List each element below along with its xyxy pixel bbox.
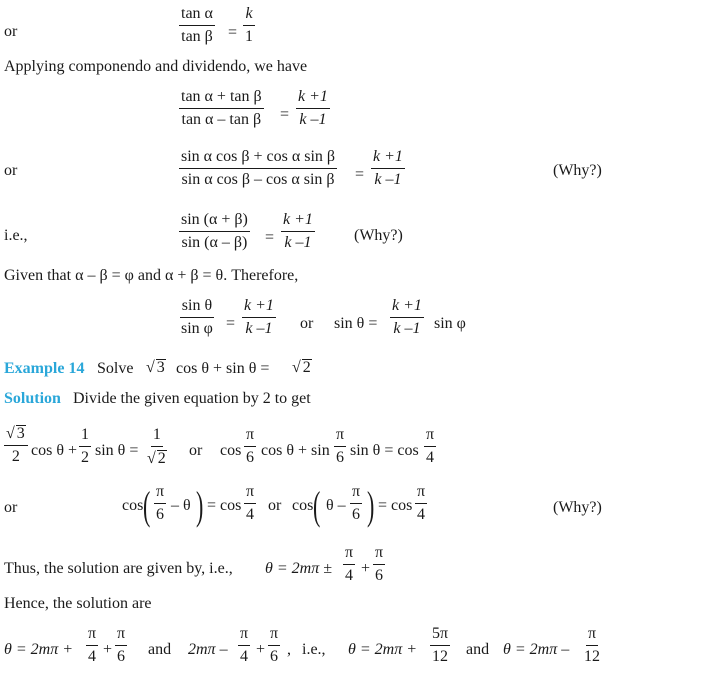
radicand: 2 xyxy=(302,359,311,376)
numerator: π xyxy=(86,626,98,646)
denominator: tan α – tan β xyxy=(181,111,262,128)
equals-cos: = cos xyxy=(207,497,242,514)
numerator: π xyxy=(373,545,385,565)
fraction-pi-over-6 xyxy=(373,545,385,584)
numerator: tan α xyxy=(179,6,215,26)
fraction-k-over-1 xyxy=(243,6,255,45)
denominator: 12 xyxy=(584,648,600,665)
denominator: 1 xyxy=(245,28,253,45)
fraction-pi-over-6 xyxy=(154,484,166,523)
numerator: sin (α + β) xyxy=(179,212,250,232)
plus-sign: + xyxy=(361,560,371,577)
numerator: tan α + tan β xyxy=(179,89,264,109)
numerator: sin θ xyxy=(180,298,214,318)
fraction-1-over-sqrt2 xyxy=(145,427,169,467)
denominator: 4 xyxy=(88,648,97,665)
example-label: Example 14 xyxy=(4,360,85,377)
numerator: π xyxy=(115,626,127,646)
denominator: k –1 xyxy=(245,320,273,337)
ie-label: i.e., xyxy=(4,227,28,244)
equals-sign: = xyxy=(265,229,275,246)
sqrt-two: √ 2 xyxy=(292,359,311,376)
numerator: π xyxy=(244,484,256,504)
numerator: π xyxy=(586,626,598,646)
numerator: k +1 xyxy=(242,298,276,318)
fraction-pi-over-4 xyxy=(244,484,256,523)
cos-theta-plus: cos θ + xyxy=(31,442,78,459)
fraction-1-over-2 xyxy=(79,427,91,466)
denominator: 6 xyxy=(156,506,165,523)
why-note: (Why?) xyxy=(553,499,602,516)
fraction-pi-over-12 xyxy=(582,626,602,665)
fraction-pi-over-4 xyxy=(415,484,427,523)
fraction-5pi-over-12 xyxy=(430,626,450,665)
numerator: π xyxy=(334,427,346,447)
example-equation: cos θ + sin θ = xyxy=(176,360,270,377)
fraction-k-ratio xyxy=(296,89,330,128)
equals-sign: = xyxy=(280,106,290,123)
numerator: k +1 xyxy=(371,149,405,169)
equals-sign: = xyxy=(355,166,365,183)
fraction-sqrt3-over-2 xyxy=(4,425,28,465)
denominator: k –1 xyxy=(284,234,312,251)
numerator: k +1 xyxy=(390,298,424,318)
solution-3-lhs: θ = 2mπ + xyxy=(348,641,418,658)
or-label: or xyxy=(4,23,18,40)
denominator: 2 xyxy=(81,449,89,466)
or-label: or xyxy=(189,442,203,459)
numerator: π xyxy=(343,545,355,565)
numerator: π xyxy=(238,626,250,646)
denominator: k –1 xyxy=(374,171,402,188)
numerator: 1 xyxy=(79,427,91,447)
numerator: π xyxy=(415,484,427,504)
sin-theta-equals-cos: sin θ = cos xyxy=(350,442,419,459)
or-label: or xyxy=(268,497,282,514)
equals-sign: = xyxy=(228,24,238,41)
cos-word: cos xyxy=(292,497,314,514)
numerator: k +1 xyxy=(296,89,330,109)
plus-sign: + xyxy=(256,641,266,658)
radicand: 2 xyxy=(157,450,166,467)
denominator: 12 xyxy=(432,648,449,665)
solution-4-lhs: θ = 2mπ – xyxy=(503,641,570,658)
numerator: 5π xyxy=(430,626,450,646)
denominator: sin α cos β – cos α sin β xyxy=(181,171,335,188)
sin-theta-equals: sin θ = xyxy=(334,315,378,332)
cos-word: cos xyxy=(122,497,144,514)
minus-theta: – θ xyxy=(171,497,191,514)
solution-text: Divide the given equation by 2 to get xyxy=(73,390,311,407)
denominator: 6 xyxy=(270,648,279,665)
denominator: 4 xyxy=(426,449,435,466)
denominator: 6 xyxy=(336,449,345,466)
sqrt-three: √ 3 xyxy=(146,359,165,376)
fraction-tan-ratio xyxy=(179,6,215,45)
denominator: √ 2 xyxy=(147,450,166,467)
fraction-sin-theta-phi xyxy=(179,298,215,337)
solution-2-lhs: 2mπ – xyxy=(188,641,228,658)
and-word: and xyxy=(148,641,172,658)
fraction-pi-over-6 xyxy=(334,427,346,466)
denominator: k –1 xyxy=(393,320,421,337)
theta-minus: θ – xyxy=(326,497,346,514)
hence-text: Hence, the solution are xyxy=(4,595,152,612)
fraction-pi-over-4 xyxy=(86,626,98,665)
right-paren: ) xyxy=(195,483,204,528)
numerator: 1 xyxy=(151,427,163,447)
fraction-pi-over-6 xyxy=(244,427,256,466)
left-paren: ( xyxy=(142,483,151,528)
denominator: 6 xyxy=(246,449,255,466)
right-paren: ) xyxy=(366,483,375,528)
sin-phi: sin φ xyxy=(434,315,466,332)
denominator: 4 xyxy=(246,506,255,523)
plus-sign: + xyxy=(103,641,113,658)
or-label: or xyxy=(4,162,18,179)
fraction-k-ratio xyxy=(371,149,405,188)
radicand: 3 xyxy=(156,359,165,376)
example-solve-word: Solve xyxy=(97,360,134,377)
denominator: 4 xyxy=(417,506,426,523)
denominator: sin (α – β) xyxy=(181,234,248,251)
fraction-k-ratio xyxy=(242,298,276,337)
and-word: and xyxy=(466,641,490,658)
denominator: tan β xyxy=(181,28,213,45)
cos-theta-plus-sin: cos θ + sin xyxy=(261,442,330,459)
radicand: 3 xyxy=(16,425,25,442)
numerator: π xyxy=(154,484,166,504)
cos-word: cos xyxy=(220,442,242,459)
numerator: π xyxy=(350,484,362,504)
numerator: k xyxy=(243,6,254,26)
denominator: 4 xyxy=(240,648,249,665)
fraction-tan-sum-diff xyxy=(179,89,264,128)
equals-sign: = xyxy=(226,315,236,332)
fraction-pi-over-4 xyxy=(343,545,355,584)
numerator: π xyxy=(424,427,436,447)
theta-2m-pi-pm: θ = 2mπ ± xyxy=(265,560,333,577)
fraction-pi-over-4 xyxy=(424,427,436,466)
fraction-sin-sum-diff xyxy=(179,212,250,251)
fraction-sincos xyxy=(179,149,337,188)
numerator: √ 3 xyxy=(4,425,28,446)
fraction-pi-over-6 xyxy=(115,626,127,665)
numerator: π xyxy=(244,427,256,447)
comma: , xyxy=(287,641,291,658)
denominator: 6 xyxy=(375,567,384,584)
numerator: sin α cos β + cos α sin β xyxy=(179,149,337,169)
why-note: (Why?) xyxy=(553,162,602,179)
ie-label: i.e., xyxy=(302,641,326,658)
solution-label: Solution xyxy=(4,390,61,407)
or-label: or xyxy=(4,499,18,516)
left-paren: ( xyxy=(312,483,321,528)
fraction-pi-over-4 xyxy=(238,626,250,665)
numerator: π xyxy=(268,626,280,646)
fraction-k-ratio xyxy=(281,212,315,251)
thus-text: Thus, the solution are given by, i.e., xyxy=(4,560,233,577)
denominator: 6 xyxy=(352,506,361,523)
sin-theta-equals: sin θ = xyxy=(95,442,139,459)
denominator: 6 xyxy=(117,648,126,665)
fraction-pi-over-6 xyxy=(350,484,362,523)
given-text: Given that α – β = φ and α + β = θ. Therefore, xyxy=(4,267,299,284)
denominator: k –1 xyxy=(299,111,327,128)
fraction-pi-over-6 xyxy=(268,626,280,665)
solution-1-lhs: θ = 2mπ + xyxy=(4,641,74,658)
denominator: sin φ xyxy=(181,320,213,337)
numerator: k +1 xyxy=(281,212,315,232)
denominator: 2 xyxy=(11,448,20,465)
applying-text: Applying componendo and dividendo, we have xyxy=(4,58,308,75)
why-note: (Why?) xyxy=(354,227,403,244)
or-label: or xyxy=(300,315,314,332)
equals-cos: = cos xyxy=(378,497,413,514)
fraction-k-ratio xyxy=(390,298,424,337)
denominator: 4 xyxy=(345,567,354,584)
